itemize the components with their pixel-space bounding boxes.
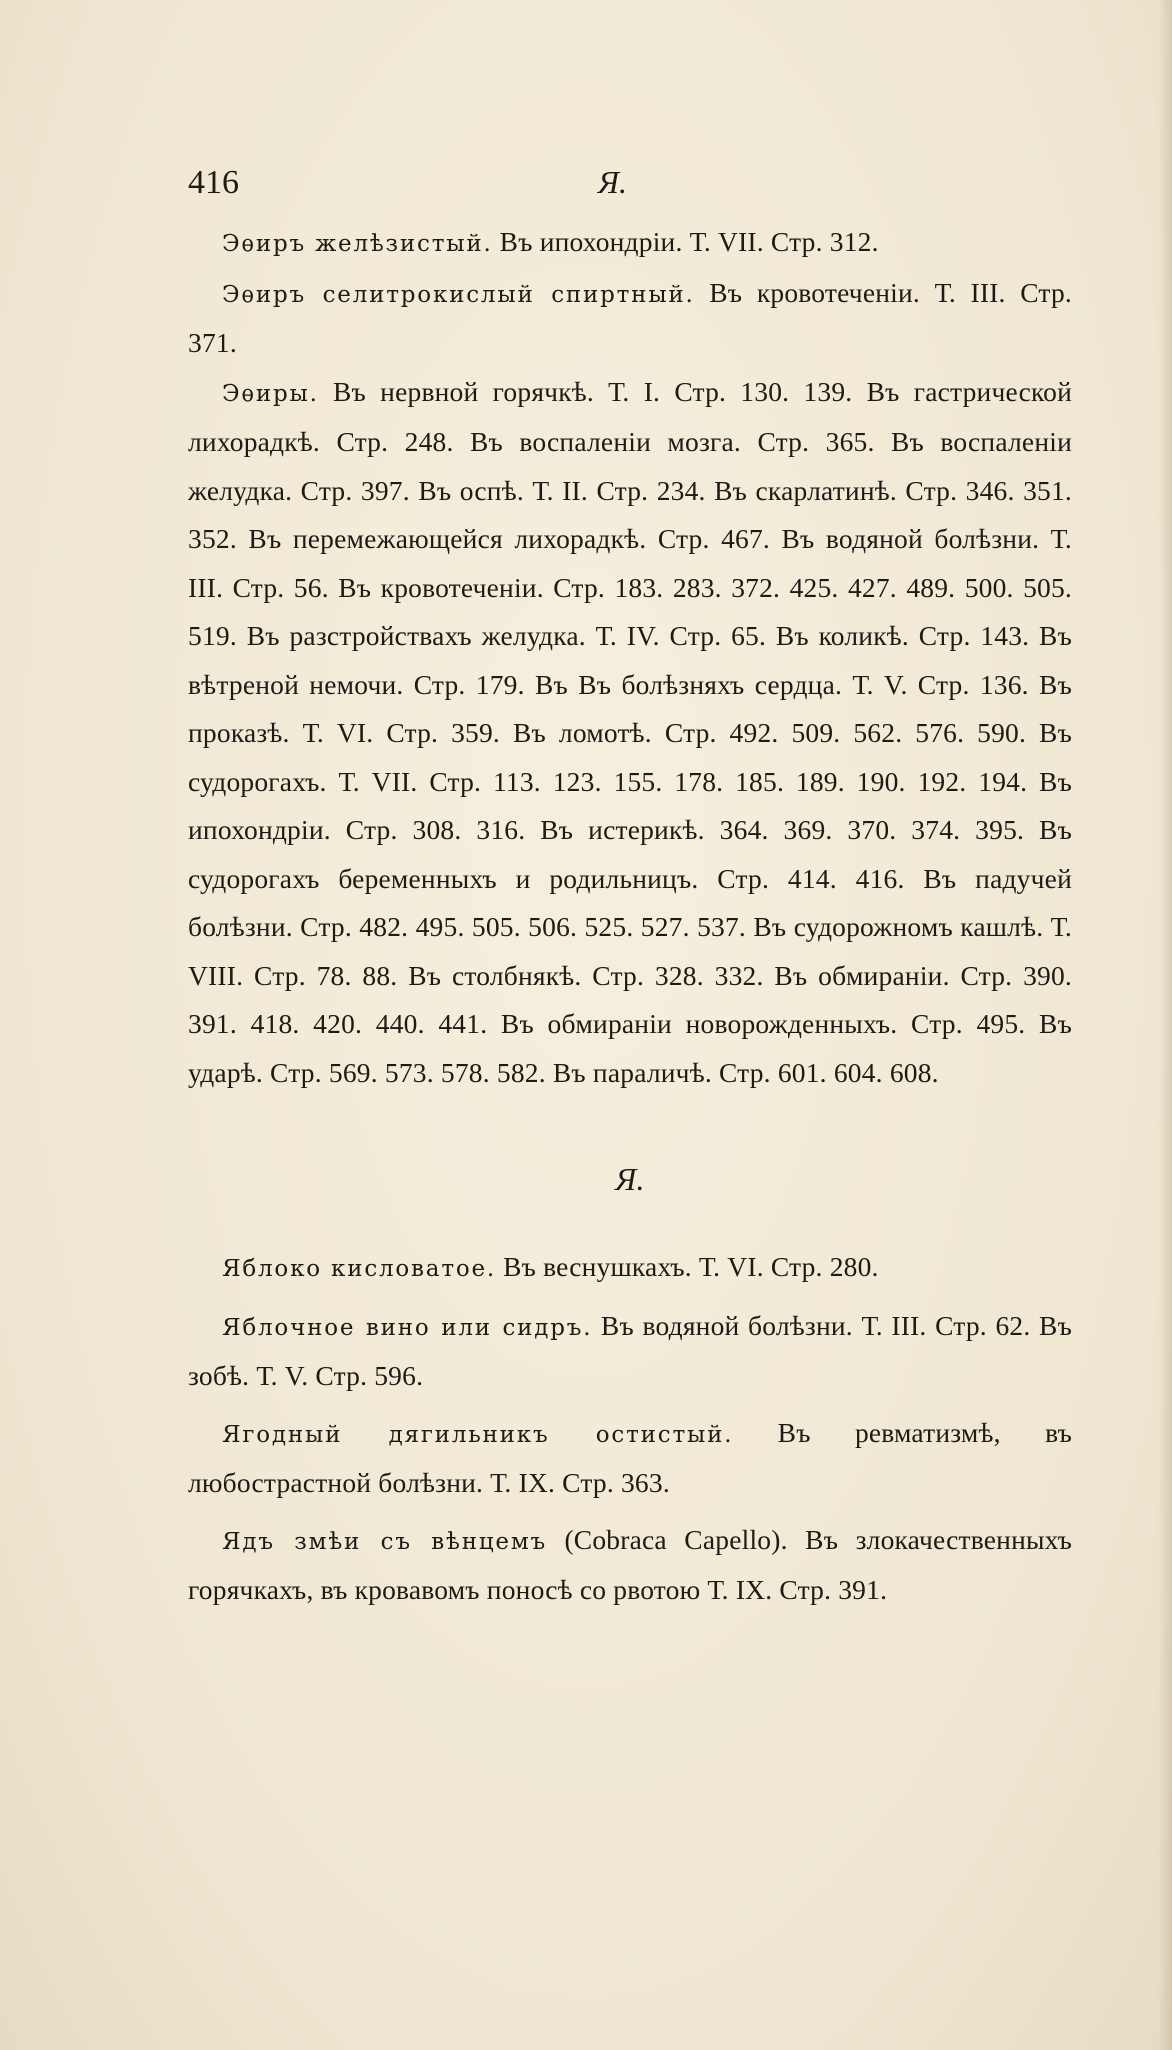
entry-term: Яблочное вино или сидръ. <box>222 1314 593 1341</box>
entry-term: Эѳиры. <box>222 380 319 407</box>
entry-text: Въ кровотеченіи. Т. III. Стр. 371. <box>188 276 1072 358</box>
index-entry <box>188 1516 1072 1615</box>
index-entry <box>188 1243 1072 1294</box>
entry-text: Въ ипохондріи. Т. VII. Стр. 312. <box>499 226 879 257</box>
entry-term: Ядъ змѣи съ вѣнцемъ <box>222 1528 547 1555</box>
entry-term: Эѳиръ желѣзистый. <box>222 231 493 257</box>
index-entry <box>188 368 1072 1098</box>
entry-term: Эѳиръ селитрокислый спиртный. <box>222 281 695 308</box>
page-header <box>188 164 1068 214</box>
index-entry <box>188 1302 1072 1401</box>
entry-term: Яблоко кисловатое. <box>222 1256 497 1282</box>
entry-text: (Cobraca Capello). Въ злокачественныхъ горячкахъ, въ кровавомъ поносѣ со рвотою Т. IX. Стр. 391. <box>188 1523 1072 1605</box>
entry-text: Въ водяной болѣзни. Т. III. Стр. 62. Въ зобѣ. Т. V. Стр. 596. <box>188 1309 1072 1391</box>
index-content <box>188 218 1072 1615</box>
page-number: 416 <box>188 164 239 201</box>
index-entry <box>188 269 1072 368</box>
index-entry <box>188 1409 1072 1508</box>
entry-text: Въ веснушкахъ. Т. VI. Стр. 280. <box>503 1251 879 1282</box>
index-entry <box>188 218 1072 269</box>
running-head: Я. <box>598 164 628 200</box>
entry-text: Въ ревматизмѣ, въ любострастной болѣзни. Т. IX. Стр. 363. <box>188 1416 1072 1498</box>
section-letter-heading: Я. <box>615 1161 645 1197</box>
entry-text: Въ нервной горячкѣ. Т. I. Стр. 130. 139. Въ гастрической лихорадкѣ. Стр. 248. Въ воспаленіи мозга. Стр. 365. Въ воспаленіи желудка. Стр. 397. Въ оспѣ. Т. II. Стр. 234. Въ скарлатинѣ. Стр. 346. 351. 352. Въ перемежающейся лихорадкѣ. Стр. 467. Въ водяной болѣзни. Т. III. Стр. 56. Въ кровотеченіи. Стр. 183. 283. 372. 425. 427. 489. 500. 505. 519. Въ разстройствахъ желудка. Т. IV. Стр. 65. Въ коликѣ. Стр. 143. Въ вѣтреной немочи. Стр. 179. Въ Въ болѣзняхъ сердца. Т. V. Стр. 136. Въ проказѣ. Т. VI. Стр. 359. Въ ломотѣ. Стр. 492. 509. 562. 576. 590. Въ судорогахъ. Т. VII. Стр. 113. 123. 155. 178. 185. 189. 190. 192. 194. Въ ипохондріи. Стр. 308. 316. Въ истерикѣ. 364. 369. 370. 374. 395. Въ судорогахъ беременныхъ и родильницъ. Стр. 414. 416. Въ падучей болѣзни. Стр. 482. 495. 505. 506. 525. 527. 537. Въ судорожномъ кашлѣ. Т. VIII. Стр. 78. 88. Въ столбнякѣ. Стр. 328. 332. Въ обмираніи. Стр. 390. 391. 418. 420. 440. 441. Въ обмираніи новорожденныхъ. Стр. 495. Въ ударѣ. Стр. 569. 573. 578. 582. Въ параличѣ. Стр. 601. 604. 608. <box>188 375 1073 1088</box>
entry-term: Ягодный дягильникъ остистый. <box>222 1421 734 1448</box>
